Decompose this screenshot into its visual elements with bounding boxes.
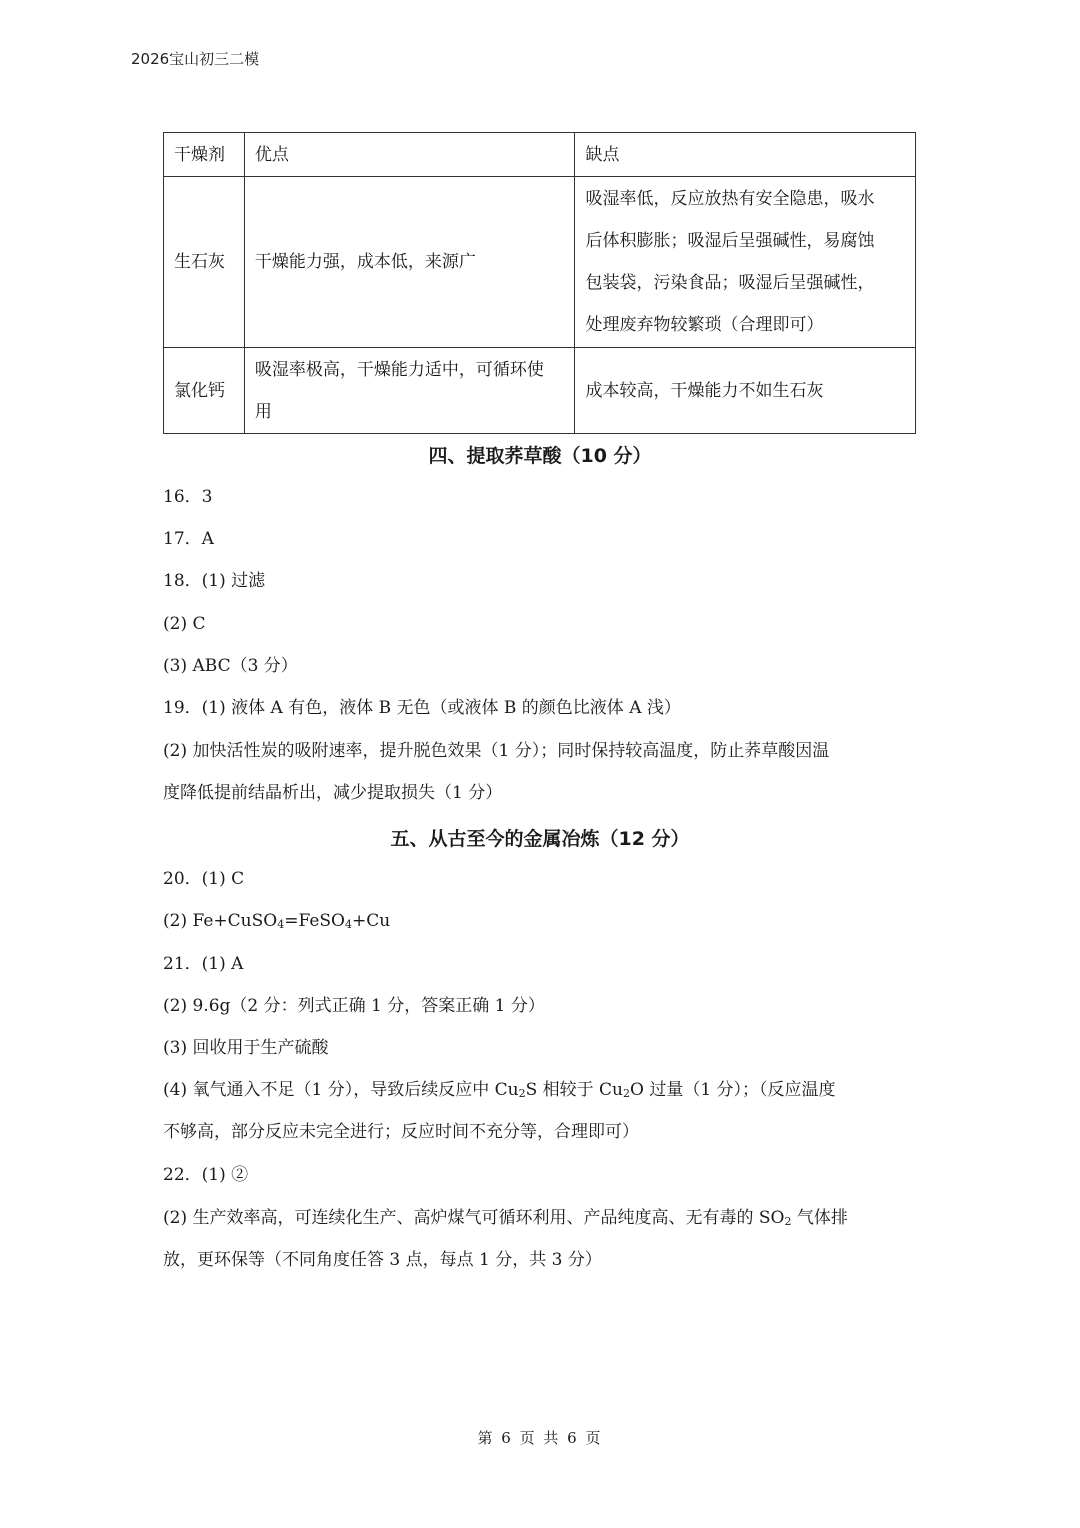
cell-line: 后体积膨胀；吸湿后呈强碱性，易腐蚀 [585, 231, 875, 251]
cell-line: 包装袋，污染食品；吸湿后呈强碱性， [585, 273, 875, 293]
cell-line: 干燥能力强，成本低，来源广 [254, 252, 476, 272]
cell-desiccant-name: 生石灰 [164, 177, 245, 348]
answer-line: (3) ABC（3 分） [163, 656, 298, 676]
page-footer: 第 6 页 共 6 页 [477, 1429, 603, 1447]
cell-cons [575, 177, 916, 348]
answer-line: (2) 加快活性炭的吸附速率，提升脱色效果（1 分）；同时保持较高温度，防止荞草酸因温 [163, 741, 830, 761]
answer-line: (3) 回收用于生产硫酸 [163, 1038, 329, 1058]
cell-line: 用 [254, 401, 272, 422]
cell-line: 成本较高，干燥能力不如生石灰 [585, 380, 824, 401]
answer-line: 21．(1) A [163, 954, 244, 974]
answer-line: (2) 9.6g（2 分：列式正确 1 分，答案正确 1 分） [163, 996, 545, 1016]
answer-line: 19．(1) 液体 A 有色，液体 B 无色（或液体 B 的颜色比液体 A 浅） [163, 698, 681, 718]
desiccant-table [163, 132, 916, 434]
answer-line: (4) 氧气通入不足（1 分），导致后续反应中 $Cu_2S$ 相较于 $Cu_2O$ 过量（1 分）；（反应温度 [163, 1080, 836, 1100]
answer-line: 放，更环保等（不同角度任答 3 点，每点 1 分，共 3 分） [163, 1250, 602, 1270]
document-header: 2026宝山初三二模 [131, 50, 260, 68]
header-cell-desiccant: 干燥剂 [164, 133, 245, 177]
cell-line: 处理废弃物较繁琐（合理即可） [585, 315, 824, 335]
table-row-quicklime [164, 177, 916, 348]
cell-line: 吸湿率低，反应放热有安全隐患，吸水 [585, 189, 875, 209]
answer-line: (2) C [163, 614, 206, 634]
cell-desiccant-name: 氯化钙 [164, 348, 245, 434]
answer-line: 17．A [163, 529, 214, 549]
answer-line: 度降低提前结晶析出，减少提取损失（1 分） [163, 783, 503, 803]
answer-line: 22．(1) ② [163, 1165, 249, 1185]
answer-line: 16．3 [163, 487, 213, 507]
table-header-row [164, 133, 916, 177]
header-cell-cons: 缺点 [575, 133, 916, 177]
answer-line: 18．(1) 过滤 [163, 571, 266, 591]
answer-line: 不够高，部分反应未完全进行；反应时间不充分等，合理即可） [163, 1122, 639, 1142]
cell-pros [244, 348, 575, 434]
cell-pros [244, 177, 575, 348]
header-cell-pros: 优点 [244, 133, 575, 177]
cell-line: 吸湿率极高，干燥能力适中，可循环使 [254, 359, 544, 380]
answer-line: 20．(1) C [163, 869, 245, 889]
answer-line: (2) Fe+CuSO$_4$=FeSO$_4$+Cu [163, 911, 391, 931]
section-4-title: 四、提取荞草酸（10 分） [428, 445, 652, 467]
table-row-calcium-chloride [164, 348, 916, 434]
section-5-title: 五、从古至今的金属冶炼（12 分） [390, 828, 690, 850]
cell-cons [575, 348, 916, 434]
answer-line: (2) 生产效率高，可连续化生产、高炉煤气可循环利用、产品纯度高、无有毒的 $SO_2$ 气体排 [163, 1208, 848, 1228]
